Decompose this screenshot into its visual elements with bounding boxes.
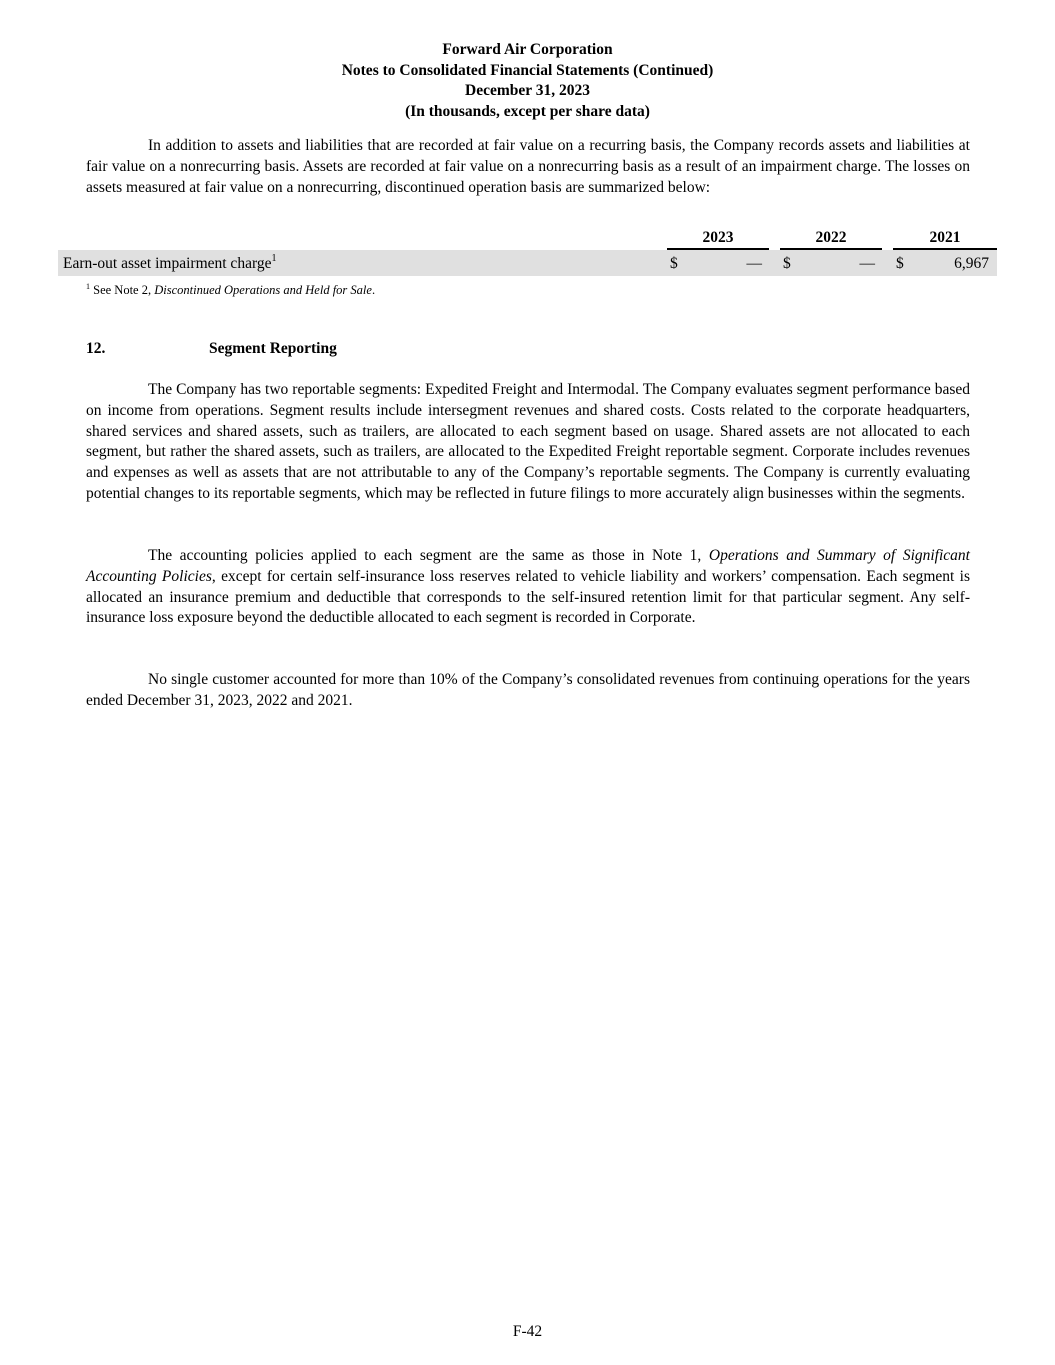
notes-title: Notes to Consolidated Financial Statements (Continued) <box>341 61 714 79</box>
row-label: Earn-out asset impairment charge$^1$ <box>63 253 277 272</box>
currency-symbol: $ <box>783 255 791 272</box>
intro-paragraph: In addition to assets and liabilities that are recorded at fair value on a recurring basis, the Company records assets and liabilities at fair value on a nonrecurring basis. Assets are recorded at fair value on a nonrecurring basis as a result of an impairment charge. The losses on assets measured at fair value on a nonrecurring, discontinued operation basis are summarized below: <box>86 137 970 196</box>
policy-reference: Operations and Summary of Significant Accounting Policies <box>86 547 970 585</box>
year-header-2021: 2021 <box>893 228 997 250</box>
page-header <box>0 40 1055 123</box>
section-title: Segment Reporting <box>209 340 337 357</box>
units-note: (In thousands, except per share data) <box>405 103 650 121</box>
segment-paragraph-2: The accounting policies applied to each segment are the same as those in Note 1, Operations and Summary of Significant Accounting Policies, except for certain self-insurance loss reserves related to vehicle liability and workers’ compensation. Each segment is allocated an insurance premium and deductible that corresponds to the self-insured retention limit for that particular segment. Any self-insurance loss exposure beyond the deductible allocated to each segment is recorded in Corporate. <box>86 547 970 627</box>
segment-paragraph-3: No single customer accounted for more than 10% of the Company’s consolidated revenues from continuing operations for the years ended December 31, 2023, 2022 and 2021. <box>86 671 970 709</box>
fair-value-table <box>58 228 997 276</box>
segment-paragraph-1: The Company has two reportable segments: Expedited Freight and Intermodal. The Company evaluates segment performance based on income from operations. Segment results include intersegment revenues and shared costs. Costs related to the corporate headquarters, shared services and shared assets, such as trailers, are allocated to each segment based on usage. Shared assets are not allocated to each segment, but rather the shared assets, such as trailers, are allocated to the Expedited Freight reportable segment. Corporate includes revenues and expenses as well as assets that are not attributable to any of the Company’s reportable segments. The Company is currently evaluating potential changes to its reportable segments, which may be reflected in future filings to more accurately align businesses within the segments. <box>86 381 970 502</box>
footnote-marker: 1 <box>271 253 277 264</box>
table-row <box>58 250 997 276</box>
year-header-2023: 2023 <box>667 228 769 250</box>
page-number: F-42 <box>512 1323 543 1340</box>
footnote-number: 1 <box>86 282 90 291</box>
value-2021: 6,967 <box>954 255 989 272</box>
section-number: 12. <box>86 340 106 357</box>
footnote-reference: Discontinued Operations and Held for Sale <box>154 283 372 297</box>
value-2023: — <box>746 255 762 272</box>
year-header-2022: 2022 <box>780 228 882 250</box>
table-footnote: $^1$ See Note 2, Discontinued Operations and Held for Sale. <box>86 282 376 297</box>
statement-date: December 31, 2023 <box>465 82 590 100</box>
company-name: Forward Air Corporation <box>442 41 613 58</box>
value-2022: — <box>859 255 875 272</box>
table-header-row <box>58 228 997 250</box>
currency-symbol: $ <box>896 255 904 272</box>
currency-symbol: $ <box>670 255 678 272</box>
